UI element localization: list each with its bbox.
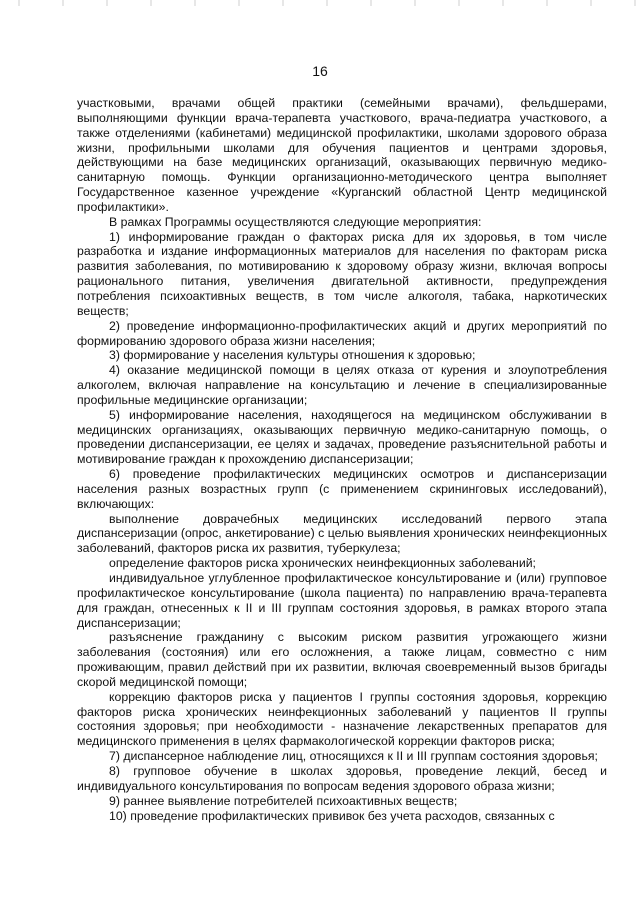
list-subitem-explanation: разъяснение гражданину с высоким риском развития угрожающего жизни заболевания (состояния) или его осложнения, а также лицам, совместно с ним проживающим, правил действий при их развитии, включая своевременный вызов бригады скорой медицинской помощи; xyxy=(77,630,607,689)
list-subitem-correction: коррекцию факторов риска у пациентов I группы состояния здоровья, коррекцию факторов риска хронических неинфекционных заболеваний у пациентов II группы состояния здоровья; при необходимости - назначение лекарственных препаратов для медицинского применения в целях фармакологической коррекции факторов риска; xyxy=(77,689,607,749)
list-item-1: 1) информирование граждан о факторах риска для их здоровья, в том числе разработка и издание информационных материалов для населения по факторам риска развития заболевания, по мотивированию к здоровому образу жизни, включая вопросы рационального питания, увеличения двигательной активности, предупреждения потребления психоактивных веществ, в том числе алкоголя, табака, наркотических веществ; xyxy=(77,229,607,318)
list-subitem-counseling: индивидуальное углубленное профилактическое консультирование и (или) групповое профилактическое консультирование (школа пациента) по направлению врача-терапевта для граждан, отнесенных к II и III группам состояния здоровья, в рамках второго этапа диспансеризации; xyxy=(77,571,607,630)
list-item-9: 9) раннее выявление потребителей психоактивных веществ; xyxy=(109,793,458,808)
list-item-2: 2) проведение информационно-профилактических акций и других мероприятий по формированию здорового образа жизни населения; xyxy=(77,318,607,348)
page-number: 16 xyxy=(312,63,328,79)
list-item-7: 7) диспансерное наблюдение лиц, относящихся к II и III группам состояния здоровья; xyxy=(109,749,598,764)
paragraph-intro: участковыми, врачами общей практики (семейными врачами), фельдшерами, выполняющими функции врача-терапевта участкового, врача-педиатра участкового, а также отделениями (кабинетами) медицинской профилактики, школами здорового образа жизни, профильными школами для обучения пациентов и центрами здоровья, действующими на базе медицинских организаций, оказывающих первичную медико-санитарную помощь. Функции организационно-методического центра выполняет Государственное казенное учреждение «Курганский областной Центр медицинской профилактики». xyxy=(77,96,607,214)
scan-edge-artifact xyxy=(0,0,640,6)
list-item-8: 8) групповое обучение в школах здоровья, проведение лекций, бесед и индивидуального консультирования по вопросам ведения здорового образа жизни; xyxy=(77,763,607,793)
list-item-6: 6) проведение профилактических медицинских осмотров и диспансеризации населения разных возрастных групп (с применением скрининговых исследований), включающих: xyxy=(77,467,607,511)
document-body xyxy=(77,96,607,823)
list-item-5: 5) информирование населения, находящегося на медицинском обслуживании в медицинских организациях, оказывающих первичную медико-санитарную помощь, о проведении диспансеризации, ее целях и задачах, проведение разъяснительной работы и мотивирование граждан к прохождению диспансеризации; xyxy=(77,407,607,467)
list-item-10: 10) проведение профилактических прививок без учета расходов, связанных с xyxy=(109,808,555,823)
list-item-4: 4) оказание медицинской помощи в целях отказа от курения и злоупотребления алкоголем, включая направление на консультацию и лечение в специализированные профильные медицинские организации; xyxy=(77,363,607,407)
list-item-3: 3) формирование у населения культуры отношения к здоровью; xyxy=(109,348,476,363)
list-subitem-risk-factors: определение факторов риска хронических неинфекционных заболеваний; xyxy=(109,556,536,571)
paragraph-measures-heading: В рамках Программы осуществляются следующие мероприятия: xyxy=(109,214,482,229)
list-subitem-prelim-exams: выполнение доврачебных медицинских исследований первого этапа диспансеризации (опрос, анкетирование) с целью выявления хронических неинфекционных заболеваний, факторов риска их развития, туберкулеза; xyxy=(77,511,607,556)
